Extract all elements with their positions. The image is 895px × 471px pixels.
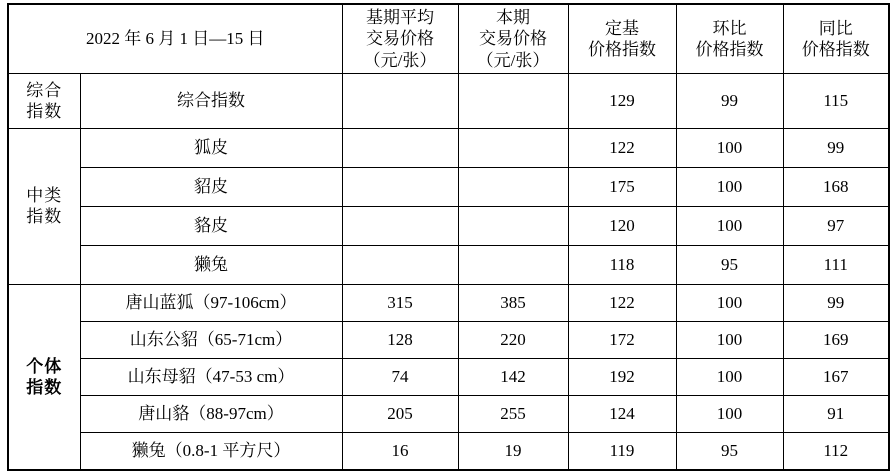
header-fixed-base-index-line2: 价格指数: [588, 39, 656, 59]
table-row: [8, 358, 889, 395]
cell-fixed-index: 175: [568, 167, 676, 206]
table-header-row: [8, 4, 889, 73]
header-base-average-price: [342, 4, 458, 73]
cell-yoy-index: 115: [783, 73, 889, 128]
cell-chain-index: 99: [676, 73, 783, 128]
cell-base-average: [342, 206, 458, 245]
group-label-individual: [8, 284, 80, 470]
cell-chain-index: 95: [676, 432, 783, 470]
row-label: 山东母貂（47-53 cm）: [80, 358, 342, 395]
cell-yoy-index: 169: [783, 321, 889, 358]
cell-base-average: [342, 73, 458, 128]
cell-yoy-index: 91: [783, 395, 889, 432]
cell-base-average: [342, 245, 458, 284]
cell-current-price: [458, 128, 568, 167]
cell-yoy-index: 99: [783, 128, 889, 167]
cell-current-price: [458, 167, 568, 206]
header-yoy-index-line2: 价格指数: [801, 39, 870, 59]
group-label-composite-line1: 综合: [26, 80, 63, 100]
header-yoy-index-line1: 同比: [818, 18, 853, 38]
group-label-composite-line2: 指数: [26, 101, 63, 121]
row-label: 貂皮: [80, 167, 342, 206]
row-label: 狐皮: [80, 128, 342, 167]
header-fixed-base-index: [568, 4, 676, 73]
cell-current-price: 385: [458, 284, 568, 321]
table-row: [8, 432, 889, 470]
cell-chain-index: 100: [676, 284, 783, 321]
cell-base-average: 205: [342, 395, 458, 432]
table-row: [8, 73, 889, 128]
cell-base-average: [342, 128, 458, 167]
header-fixed-base-index-line1: 定基: [605, 18, 639, 38]
cell-chain-index: 95: [676, 245, 783, 284]
document-page: [0, 3, 895, 461]
cell-yoy-index: 167: [783, 358, 889, 395]
cell-fixed-index: 122: [568, 284, 676, 321]
cell-base-average: 74: [342, 358, 458, 395]
table-row: [8, 206, 889, 245]
cell-current-price: [458, 73, 568, 128]
header-base-average-price-line3: （元/张）: [363, 50, 437, 70]
cell-fixed-index: 172: [568, 321, 676, 358]
cell-current-price: 19: [458, 432, 568, 470]
cell-current-price: 142: [458, 358, 568, 395]
cell-fixed-index: 119: [568, 432, 676, 470]
cell-fixed-index: 129: [568, 73, 676, 128]
header-chain-index-line2: 价格指数: [695, 39, 764, 59]
table-row: [8, 395, 889, 432]
header-current-price-line1: 本期: [496, 8, 530, 27]
header-yoy-index: [783, 4, 889, 73]
row-label: 獭兔: [80, 245, 342, 284]
cell-yoy-index: 168: [783, 167, 889, 206]
table-row: [8, 167, 889, 206]
cell-yoy-index: 112: [783, 432, 889, 470]
group-label-composite: [8, 73, 80, 128]
row-label: 唐山貉（88-97cm）: [80, 395, 342, 432]
header-chain-index: [676, 4, 783, 73]
header-current-price-line3: （元/张）: [476, 50, 550, 70]
cell-fixed-index: 192: [568, 358, 676, 395]
cell-chain-index: 100: [676, 128, 783, 167]
group-label-category-line1: 中类: [26, 186, 63, 205]
table-row: [8, 284, 889, 321]
cell-fixed-index: 124: [568, 395, 676, 432]
cell-current-price: 220: [458, 321, 568, 358]
cell-chain-index: 100: [676, 167, 783, 206]
cell-chain-index: 100: [676, 321, 783, 358]
cell-base-average: 128: [342, 321, 458, 358]
header-base-average-price-line2: 交易价格: [366, 29, 434, 49]
cell-yoy-index: 99: [783, 284, 889, 321]
group-label-category: [8, 128, 80, 284]
table-row: [8, 128, 889, 167]
cell-base-average: 16: [342, 432, 458, 470]
cell-current-price: 255: [458, 395, 568, 432]
row-label: 综合指数: [80, 73, 342, 128]
header-title: 2022 年 6 月 1 日—15 日: [8, 4, 342, 73]
cell-base-average: 315: [342, 284, 458, 321]
cell-fixed-index: 120: [568, 206, 676, 245]
cell-yoy-index: 111: [783, 245, 889, 284]
cell-base-average: [342, 167, 458, 206]
cell-chain-index: 100: [676, 395, 783, 432]
row-label: 唐山蓝狐（97-106cm）: [80, 284, 342, 321]
header-current-price-line2: 交易价格: [479, 29, 547, 49]
header-base-average-price-line1: 基期平均: [366, 8, 434, 27]
row-label: 獭兔（0.8-1 平方尺）: [80, 432, 342, 470]
cell-fixed-index: 122: [568, 128, 676, 167]
header-current-price: [458, 4, 568, 73]
row-label: 貉皮: [80, 206, 342, 245]
cell-fixed-index: 118: [568, 245, 676, 284]
fur-price-index-table: [7, 3, 890, 471]
header-chain-index-line1: 环比: [712, 18, 747, 38]
group-label-individual-line2: 指数: [26, 377, 63, 397]
group-label-individual-line1: 个体: [26, 356, 63, 376]
group-label-category-line2: 指数: [26, 207, 63, 227]
cell-yoy-index: 97: [783, 206, 889, 245]
table-row: [8, 321, 889, 358]
row-label: 山东公貂（65-71cm）: [80, 321, 342, 358]
cell-chain-index: 100: [676, 206, 783, 245]
table-row: [8, 245, 889, 284]
cell-current-price: [458, 245, 568, 284]
cell-current-price: [458, 206, 568, 245]
cell-chain-index: 100: [676, 358, 783, 395]
